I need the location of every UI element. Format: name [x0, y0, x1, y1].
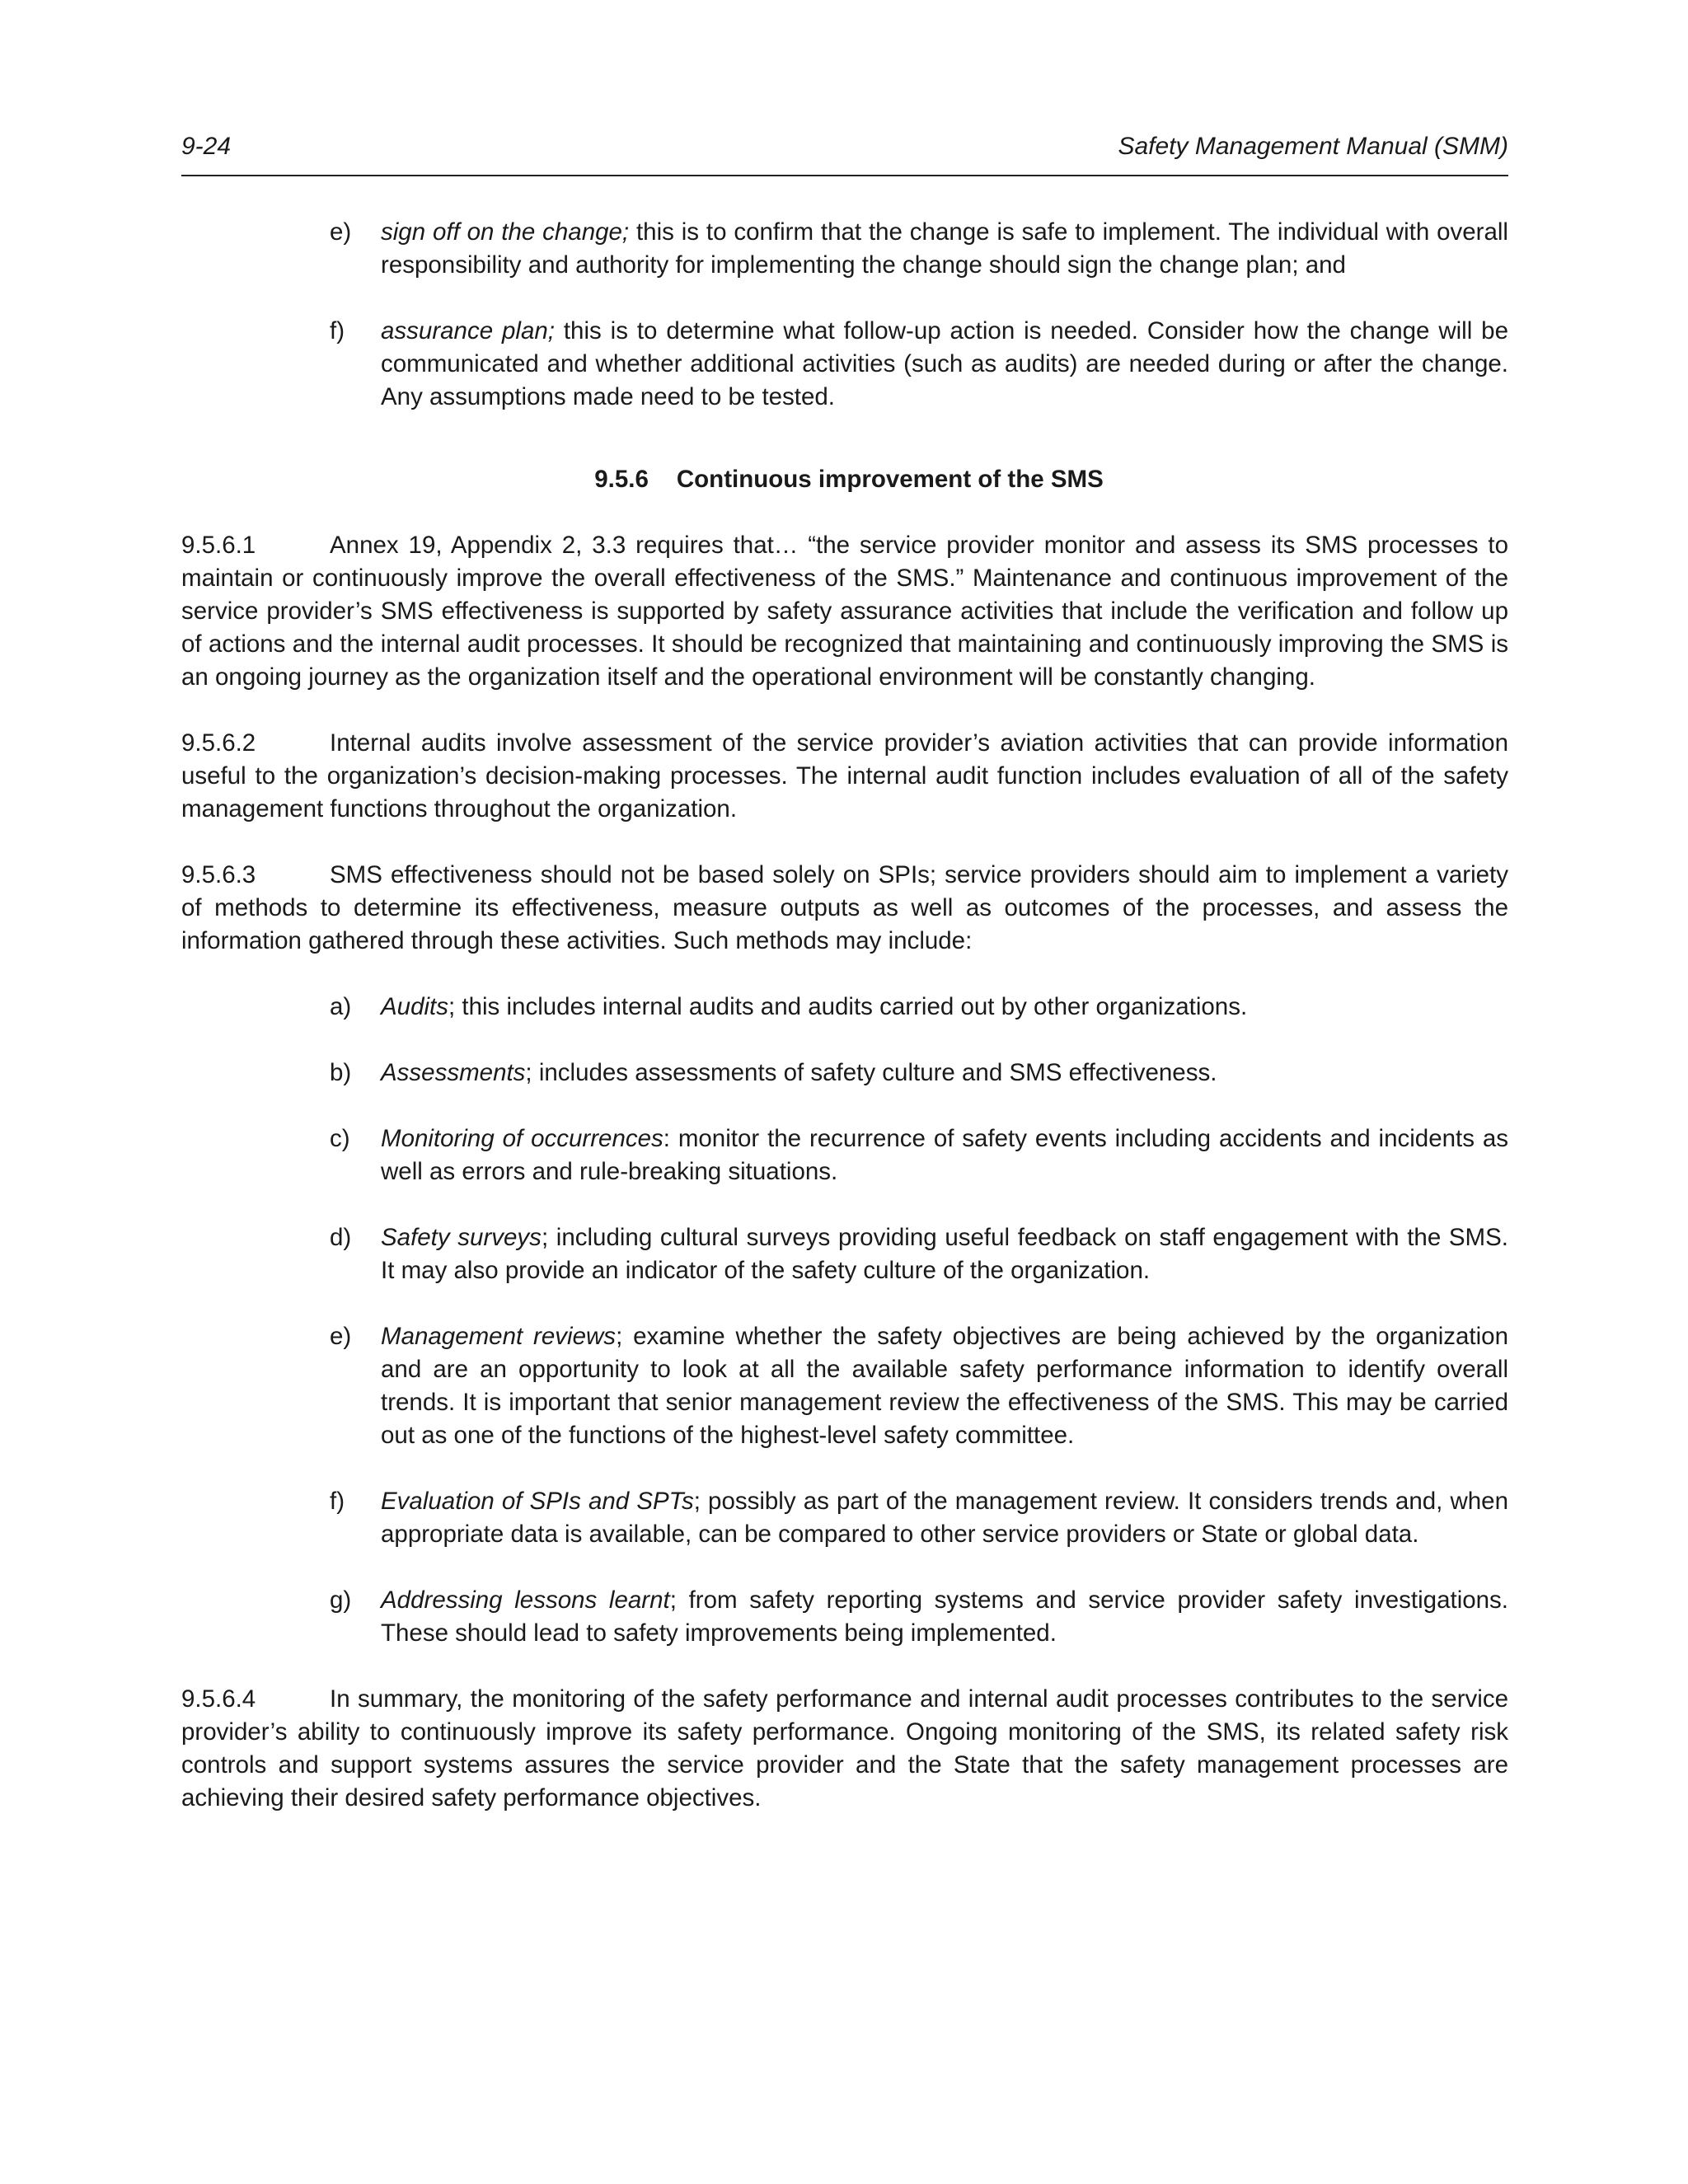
list-item-term: Audits [381, 993, 448, 1020]
numbered-paragraph [181, 1683, 1508, 1815]
section-number: 9.5.6 [594, 466, 649, 493]
list-item-term: Safety surveys [381, 1224, 542, 1251]
list-item-label: f) [330, 317, 345, 344]
list-item-label: a) [330, 993, 352, 1020]
list-item [330, 1221, 1508, 1287]
list-item-term: Assessments [381, 1059, 526, 1086]
list-item-body: this is to confirm that the change is safe to implement. The individual with overall responsibility and authority for implementing the change should sign the change plan; and [381, 218, 1508, 279]
list-item-text [381, 1221, 1508, 1287]
list-item-term: sign off on the change; [381, 218, 630, 246]
paragraph-text: Annex 19, Appendix 2, 3.3 requires that… “the service provider monitor and assess its SMS processes to maintain or continuously improve the overall effectiveness of the SMS.” Maintenance and continuous improvement of the service provider’s SMS effectiveness is supported by safety assurance activities that include the verification and follow up of actions and the internal audit processes. It should be recognized that maintaining and continuously improving the SMS is an ongoing journey as the organization itself and the operational environment will be constantly changing. [181, 532, 1508, 691]
list-item-label: e) [330, 1323, 352, 1350]
list-item-body: this is to determine what follow-up action is needed. Consider how the change will be communicated and whether additional activities (such as audits) are needed during or after the change. Any assumptions made need to be tested. [381, 317, 1508, 410]
list-item-label: b) [330, 1059, 352, 1086]
list-item-label: e) [330, 218, 352, 246]
numbered-paragraph [181, 859, 1508, 958]
paragraph-text: In summary, the monitoring of the safety performance and internal audit processes contributes to the service provider’s ability to continuously improve its safety performance. Ongoing monitoring of the SMS, its related safety risk controls and support systems assures the service provider and the State that the safety management processes are achieving their desired safety performance objectives. [181, 1685, 1508, 1811]
list-item-body: : monitor the recurrence of safety events including accidents and incidents as well as errors and rule-breaking situations. [381, 1125, 1508, 1185]
list-item-label: g) [330, 1586, 352, 1614]
list-item-body: ; possibly as part of the management review. It considers trends and, when appropriate data is available, can be compared to other service providers or State or global data. [381, 1488, 1508, 1548]
list-item-text [381, 1485, 1508, 1551]
list-item-body: ; from safety reporting systems and service provider safety investigations. These should lead to safety improvements being implemented. [381, 1586, 1509, 1647]
list-item [330, 1485, 1508, 1551]
paragraph-number: 9.5.6.3 [181, 861, 256, 888]
list-item-text [381, 991, 1508, 1024]
list-item-term: assurance plan; [381, 317, 555, 344]
list-item-text [381, 1320, 1508, 1452]
list-item [330, 1584, 1508, 1650]
paragraph-text: SMS effectiveness should not be based solely on SPIs; service providers should aim to implement a variety of methods to determine its effectiveness, measure outputs as well as outcomes of the processes, and assess the information gathered through these activities. Such methods may include: [181, 861, 1508, 954]
document-title: Safety Management Manual (SMM) [1118, 133, 1508, 160]
list-item-text [381, 1057, 1508, 1090]
list-item-text [381, 1122, 1508, 1188]
list-item [330, 315, 1508, 414]
paragraph-number: 9.5.6.4 [181, 1685, 256, 1713]
list-item-body: ; including cultural surveys providing useful feedback on staff engagement with the SMS. It may also provide an indicator of the safety culture of the organization. [381, 1224, 1509, 1284]
list-item-term: Management reviews [381, 1323, 617, 1350]
page-header [181, 130, 1508, 176]
list-item [330, 216, 1508, 282]
paragraph-text: Internal audits involve assessment of the service provider’s aviation activities that can provide information useful to the organization’s decision-making processes. The internal audit function includes evaluation of all of the safety management functions throughout the organization. [181, 729, 1508, 823]
methods-list [181, 991, 1508, 1650]
paragraph-number: 9.5.6.1 [181, 532, 256, 559]
paragraph-number: 9.5.6.2 [181, 729, 256, 757]
list-item-label: c) [330, 1125, 350, 1152]
list-item [330, 1320, 1508, 1452]
list-item [330, 991, 1508, 1024]
list-item-label: d) [330, 1224, 352, 1251]
list-item-label: f) [330, 1488, 345, 1515]
numbered-paragraph [181, 529, 1508, 694]
list-item [330, 1122, 1508, 1188]
numbered-paragraph [181, 727, 1508, 826]
list-item-text [381, 315, 1508, 414]
list-item-text [381, 1584, 1508, 1650]
page-number: 9-24 [181, 133, 232, 160]
list-item-body: ; examine whether the safety objectives are being achieved by the organization and are an opportunity to look at all the available safety performance information to identify overall trends. It is important that senior management review the effectiveness of the SMS. This may be carried out as one of the functions of the highest-level safety committee. [381, 1323, 1508, 1449]
list-item-term: Addressing lessons learnt [381, 1586, 670, 1614]
list-item [330, 1057, 1508, 1090]
page-content [181, 216, 1508, 1815]
list-item-body: ; includes assessments of safety culture and SMS effectiveness. [525, 1059, 1217, 1086]
list-item-term: Evaluation of SPIs and SPTs [381, 1488, 694, 1515]
list-item-term: Monitoring of occurrences [381, 1125, 663, 1152]
list-item-body: ; this includes internal audits and audits carried out by other organizations. [448, 993, 1248, 1020]
section-title: Continuous improvement of the SMS [676, 466, 1104, 493]
list-item-text [381, 216, 1508, 282]
section-heading [181, 463, 1508, 496]
